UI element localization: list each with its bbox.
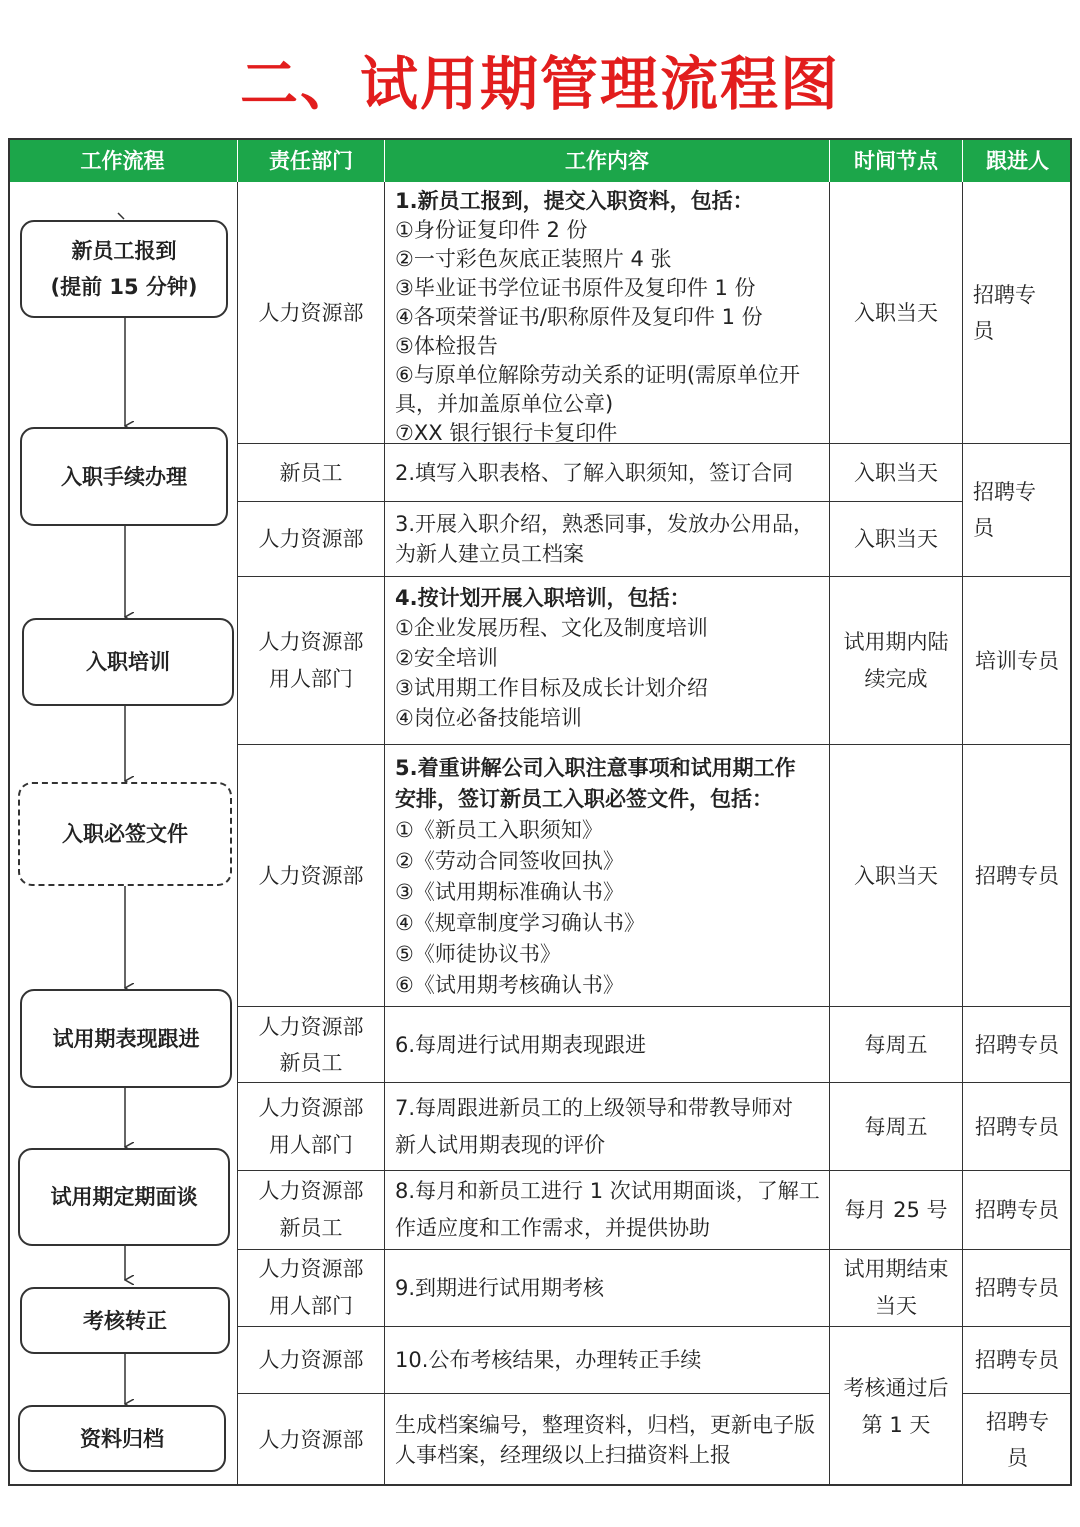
row5-item: ①《新员工入职须知》: [395, 818, 603, 842]
row9-time: [830, 1250, 963, 1327]
row1011-time: [830, 1327, 963, 1486]
row4-dept: [238, 577, 385, 745]
row7-content-l1: 7.每周跟进新员工的上级领导和带教导师对: [395, 1095, 794, 1120]
row1011-time-l2: 第 1 天: [861, 1412, 931, 1437]
row7-content-l2: 新人试用期表现的评价: [395, 1132, 605, 1157]
header-time: 时间节点: [830, 138, 963, 182]
row1-item: ①身份证复印件 2 份: [395, 218, 588, 242]
row5-content: [385, 745, 830, 1007]
row4-content: [385, 577, 830, 745]
row9-time-l2: 当天: [875, 1294, 917, 1318]
row5-item: ③《试用期标准确认书》: [395, 880, 624, 904]
row8-content: [385, 1171, 830, 1250]
row11-content-l2: 人事档案，经理级以上扫描资料上报: [395, 1443, 731, 1467]
row9-dept-l2: 用人部门: [269, 1294, 353, 1318]
row4-heading: 4.按计划开展入职培训，包括：: [395, 586, 691, 610]
row1-item: ②一寸彩色灰底正装照片 4 张: [395, 247, 672, 271]
row1-owner: [963, 182, 1072, 444]
row1011-time-l1: 考核通过后: [843, 1375, 949, 1400]
row11-dept: 人力资源部: [238, 1394, 385, 1486]
row9-owner: 招聘专员: [963, 1250, 1072, 1327]
row9-dept: [238, 1250, 385, 1327]
row1-item: ③毕业证书学位证书原件及复印件 1 份: [395, 276, 756, 300]
row9-content: 9.到期进行试用期考核: [385, 1250, 830, 1327]
row4-item: ②安全培训: [395, 646, 498, 670]
row8-dept-l2: 新员工: [279, 1216, 343, 1240]
row6-owner: 招聘专员: [963, 1007, 1072, 1083]
flow-step-interview: 试用期定期面谈: [18, 1148, 230, 1246]
row3-content-l2: 为新人建立员工档案: [395, 542, 584, 566]
header-flow: 工作流程: [8, 138, 238, 182]
row23-owner-l2: 员: [973, 516, 994, 540]
row2-time: 入职当天: [830, 444, 963, 502]
row1-item: 具，并加盖原单位公章): [395, 392, 614, 416]
row7-dept-l1: 人力资源部: [258, 1095, 364, 1120]
row4-dept-l1: 人力资源部: [258, 629, 364, 654]
row7-time: 每周五: [830, 1083, 963, 1171]
flow-step-training: 入职培训: [22, 618, 234, 706]
row10-dept: 人力资源部: [238, 1327, 385, 1394]
row8-content-l2: 作适应度和工作需求，并提供协助: [395, 1216, 710, 1240]
row5-dept: 人力资源部: [238, 745, 385, 1007]
row11-owner-l1: 招聘专: [986, 1410, 1049, 1434]
row6-time: 每周五: [830, 1007, 963, 1083]
row8-dept: [238, 1171, 385, 1250]
header-dept: 责任部门: [238, 138, 385, 182]
row1-owner-l1: 招聘专: [973, 282, 1036, 307]
flow-step-report-line2: (提前 15 分钟): [50, 275, 198, 299]
row4-item: ③试用期工作目标及成长计划介绍: [395, 676, 708, 700]
row1-item: ⑦XX 银行银行卡复印件: [395, 421, 618, 445]
row1-item: ⑤体检报告: [395, 334, 498, 358]
row8-owner: 招聘专员: [963, 1171, 1072, 1250]
row4-item: ①企业发展历程、文化及制度培训: [395, 616, 708, 640]
row7-dept-l2: 用人部门: [269, 1132, 353, 1157]
row4-owner: 培训专员: [963, 577, 1072, 745]
row1-item: ⑥与原单位解除劳动关系的证明(需原单位开: [395, 363, 801, 387]
row5-item: ⑤《师徒协议书》: [395, 942, 561, 966]
row1-item: ④各项荣誉证书/职称原件及复印件 1 份: [395, 305, 763, 329]
row4-time-l1: 试用期内陆: [843, 629, 949, 654]
row8-content-l1: 8.每月和新员工进行 1 次试用期面谈，了解工: [395, 1179, 820, 1203]
row23-owner: [963, 444, 1072, 577]
row7-owner: 招聘专员: [963, 1083, 1072, 1171]
row3-content: [385, 502, 830, 577]
row2-dept: 新员工: [238, 444, 385, 502]
flow-step-assessment: 考核转正: [20, 1287, 230, 1354]
row10-content: 10.公布考核结果，办理转正手续: [385, 1327, 830, 1394]
row5-item: ②《劳动合同签收回执》: [395, 849, 624, 873]
row1-time: 入职当天: [830, 182, 963, 444]
flow-step-performance: 试用期表现跟进: [20, 989, 232, 1088]
row11-owner: [963, 1394, 1072, 1486]
row10-owner: 招聘专员: [963, 1327, 1072, 1394]
row5-time: 入职当天: [830, 745, 963, 1007]
row4-time-l2: 续完成: [864, 666, 928, 691]
row9-time-l1: 试用期结束: [843, 1257, 949, 1281]
header-content: 工作内容: [385, 138, 830, 182]
row7-content: [385, 1083, 830, 1171]
row4-item: ④岗位必备技能培训: [395, 706, 582, 730]
page-title: 二、试用期管理流程图: [239, 50, 840, 118]
row3-time: 入职当天: [830, 502, 963, 577]
flow-step-report: [20, 220, 228, 318]
header-owner: 跟进人: [963, 138, 1072, 182]
row9-dept-l1: 人力资源部: [258, 1257, 364, 1281]
row6-dept-l2: 新员工: [279, 1050, 343, 1075]
row1-content: [385, 182, 830, 444]
row23-owner-l1: 招聘专: [973, 480, 1036, 504]
row7-dept: [238, 1083, 385, 1171]
row1-dept: 人力资源部: [238, 182, 385, 444]
row8-dept-l1: 人力资源部: [258, 1179, 364, 1203]
row8-time: 每月 25 号: [830, 1171, 963, 1250]
flow-step-archive: 资料归档: [18, 1405, 226, 1472]
flow-step-documents: 入职必签文件: [18, 782, 232, 886]
row11-owner-l2: 员: [1007, 1446, 1028, 1470]
arrow-0: [118, 213, 124, 219]
row2-content: 2.填写入职表格、了解入职须知，签订合同: [385, 444, 830, 502]
row11-content-l1: 生成档案编号，整理资料，归档，更新电子版: [395, 1413, 815, 1437]
flow-step-report-line1: 新员工报到: [71, 239, 177, 263]
row5-heading-l2: 安排，签订新员工入职必签文件，包括：: [395, 787, 773, 811]
row3-content-l1: 3.开展入职介绍，熟悉同事，发放办公用品，: [395, 512, 815, 536]
row11-content: [385, 1394, 830, 1486]
row5-owner: 招聘专员: [963, 745, 1072, 1007]
row4-dept-l2: 用人部门: [269, 666, 353, 691]
row5-item: ⑥《试用期考核确认书》: [395, 973, 624, 997]
row1-owner-l2: 员: [973, 318, 994, 343]
flow-step-onboarding: 入职手续办理: [20, 427, 228, 526]
row6-content: 6.每周进行试用期表现跟进: [385, 1007, 830, 1083]
row4-time: [830, 577, 963, 745]
row3-dept: 人力资源部: [238, 502, 385, 577]
row5-item: ④《规章制度学习确认书》: [395, 911, 645, 935]
row1-heading: 1.新员工报到，提交入职资料，包括：: [395, 189, 754, 213]
row6-dept: [238, 1007, 385, 1083]
row6-dept-l1: 人力资源部: [258, 1014, 364, 1039]
row5-heading-l1: 5.着重讲解公司入职注意事项和试用期工作: [395, 756, 796, 780]
